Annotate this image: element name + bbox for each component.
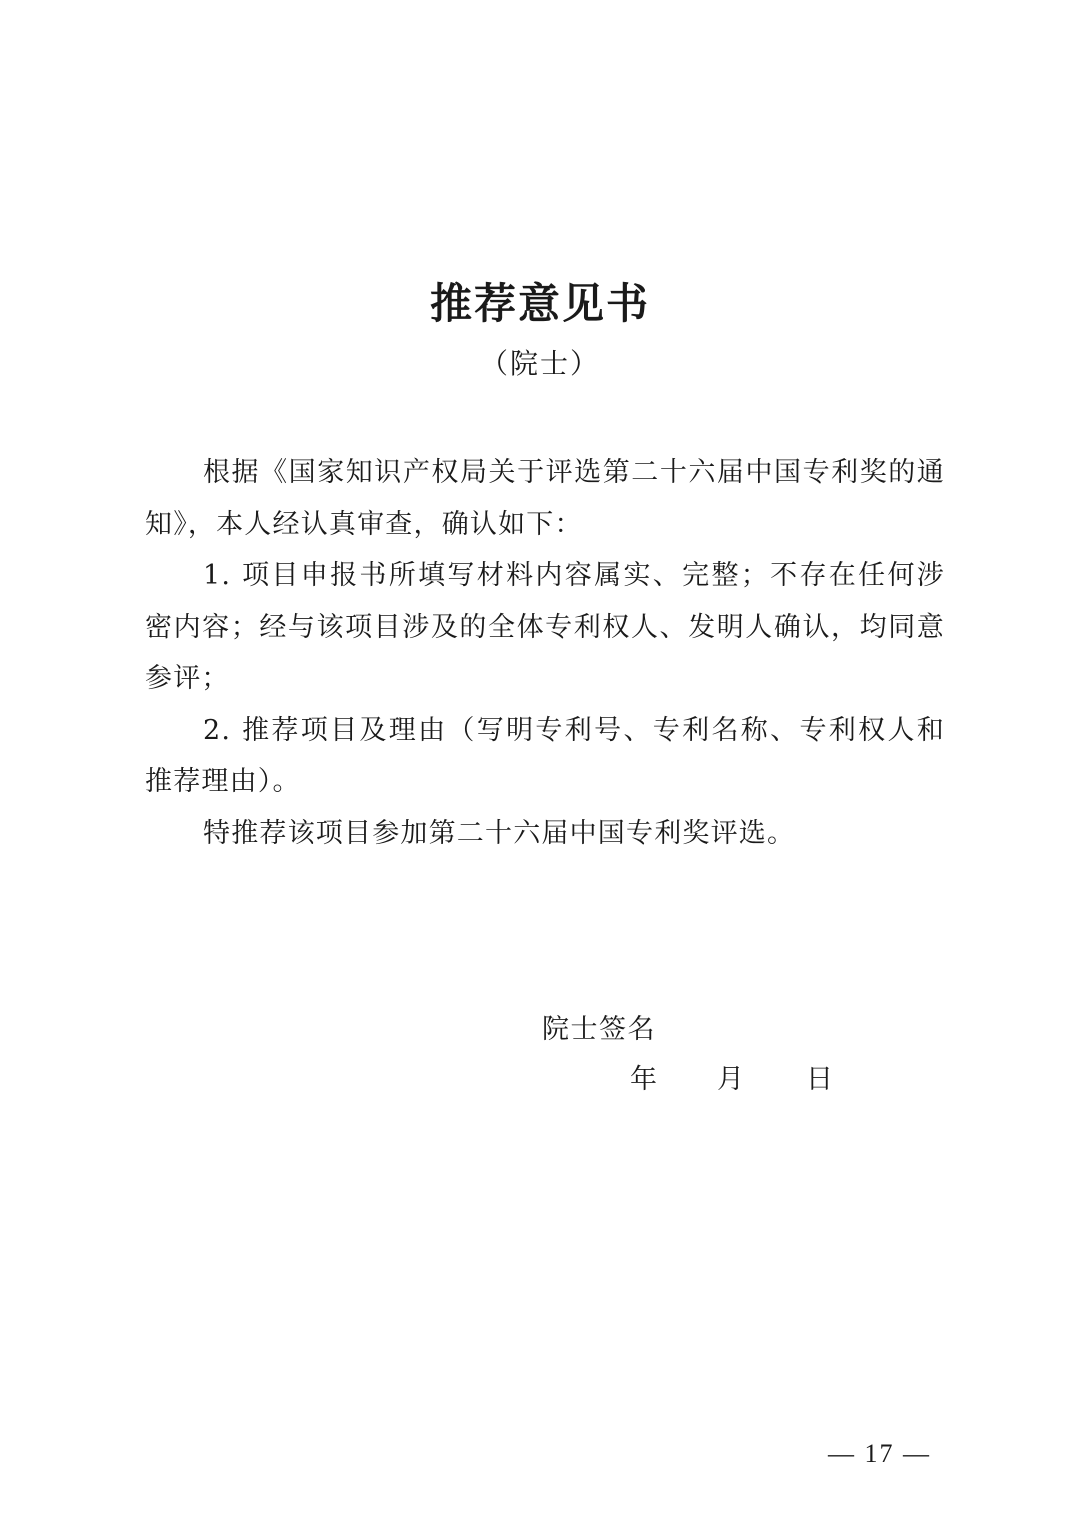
date-day-label: 日 [806,1064,833,1095]
document-body [145,447,945,859]
item-1-paragraph: 1. 项目申报书所填写材料内容属实、完整；不存在任何涉密内容；经与该项目涉及的全体专利权人、发明人确认，均同意参评； [145,560,945,694]
document-title: 推荐意见书 [429,279,650,328]
item-2-paragraph: 2. 推荐项目及理由（写明专利号、专利名称、专利权人和推荐理由）。 [145,714,945,797]
document-subtitle: （院士） [479,347,600,380]
date-year-label: 年 [630,1064,657,1095]
closing-paragraph: 特推荐该项目参加第二十六届中国专利奖评选。 [203,817,796,849]
intro-paragraph: 根据《国家知识产权局关于评选第二十六届中国专利奖的通知》，本人经认真审查，确认如下： [145,457,945,540]
page-number: — 17 — [828,1439,931,1468]
signature-label: 院士签名 [542,1014,656,1045]
date-month-label: 月 [717,1064,744,1095]
date-line [0,1058,1080,1102]
